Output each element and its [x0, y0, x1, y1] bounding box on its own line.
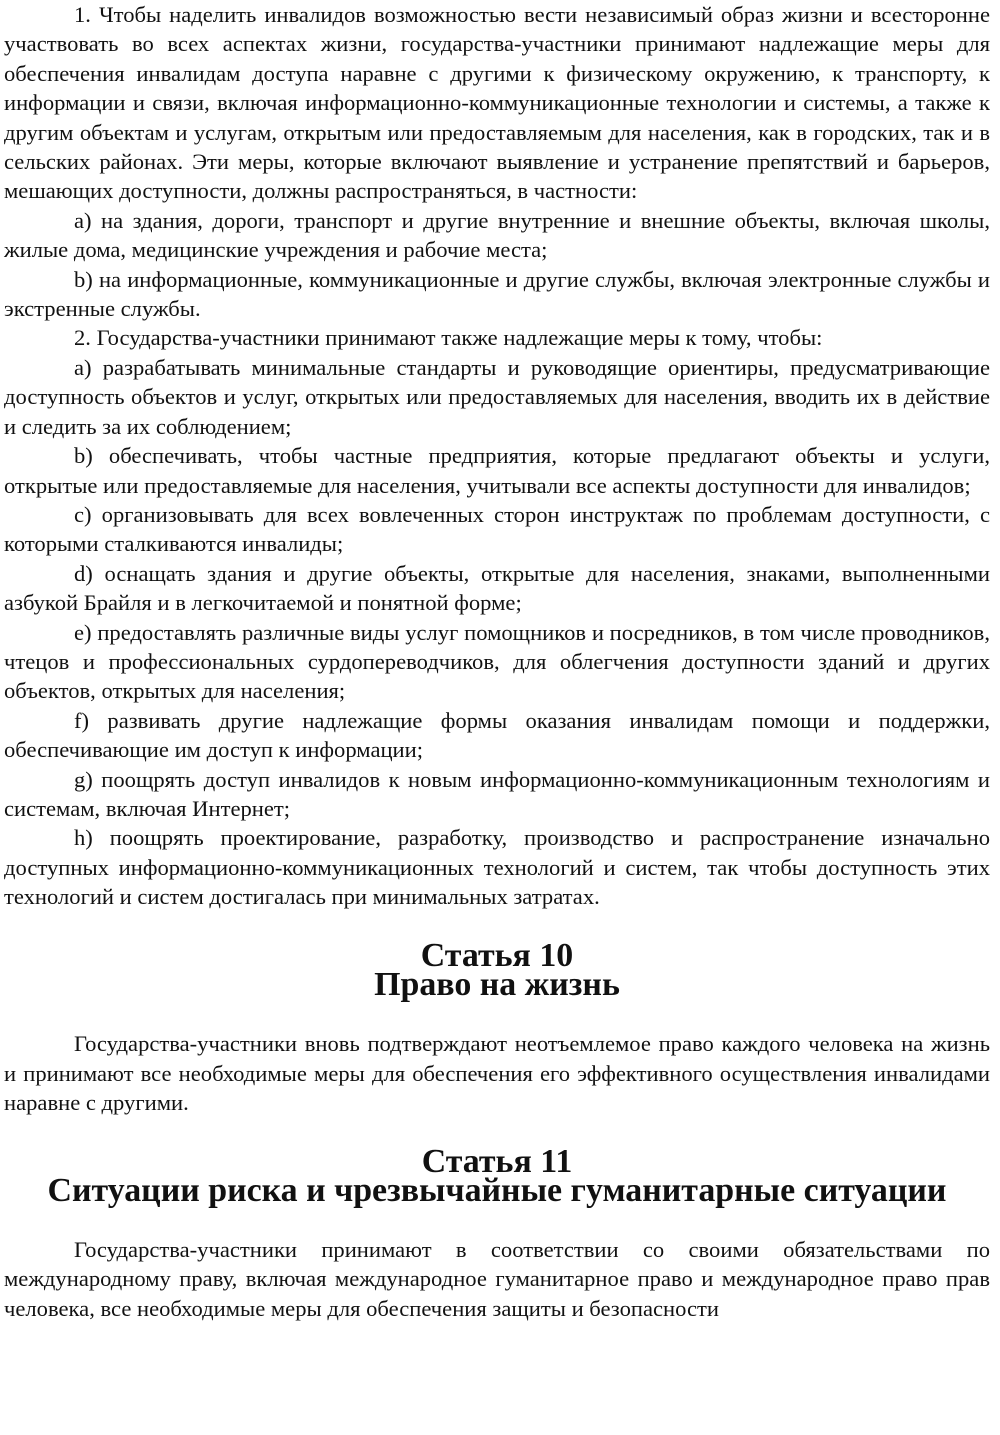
article-10-title: Право на жизнь — [374, 966, 620, 1004]
spacer — [4, 1206, 990, 1235]
paragraph-9-2-d: d) оснащать здания и другие объекты, открытые для населения, знаками, выполненными азбукой Брайля и в легкочитаемой и понятной форме; — [4, 560, 990, 616]
spacer — [4, 1000, 990, 1029]
paragraph-9-2-b: b) обеспечивать, чтобы частные предприятия, которые предлагают объекты и услуги, открытые или предоставляемые для населения, учитывали все аспекты доступности для инвалидов; — [4, 443, 990, 498]
article-10-heading — [4, 936, 990, 1004]
document-page — [4, 0, 990, 1323]
article-11-text: Государства-участники принимают в соответствии со своими обязательствами по международному праву, включая международное гуманитарное право и международное право прав человека, все необходимые меры для обеспечения защиты и безопасности — [4, 1237, 990, 1321]
article-11-number: Статья 11 — [421, 1142, 573, 1180]
paragraph-9-2: 2. Государства-участники принимают также надлежащие меры к тому, чтобы: — [74, 325, 823, 351]
article-11-heading — [4, 1142, 990, 1210]
paragraph-9-2-f: f) развивать другие надлежащие формы оказания инвалидам помощи и поддержки, обеспечивающие им доступ к информации; — [4, 707, 990, 763]
article-10-text: Государства-участники вновь подтверждают неотъемлемое право каждого человека на жизнь и принимают все необходимые меры для обеспечения его эффективного осуществления инвалидами наравне с другими. — [4, 1031, 990, 1115]
paragraph-9-1-a: a) на здания, дороги, транспорт и другие внутренние и внешние объекты, включая школы, жилые дома, медицинские учреждения и рабочие места; — [4, 207, 990, 263]
paragraph-9-2-c: c) организовывать для всех вовлеченных сторон инструктаж по проблемам доступности, с которыми сталкиваются инвалиды; — [4, 501, 990, 557]
paragraph-9-2-g: g) поощрять доступ инвалидов к новым информационно-коммуникационным технологиям и системам, включая Интернет; — [4, 766, 990, 821]
article-10-number: Статья 10 — [420, 936, 574, 974]
paragraph-9-1-b: b) на информационные, коммуникационные и другие службы, включая электронные службы и экстренные службы. — [4, 266, 990, 322]
paragraph-9-2-e: e) предоставлять различные виды услуг помощников и посредников, в том числе проводников, чтецов и профессиональных сурдопереводчиков, для облегчения доступности зданий и других объектов, открытых для населения; — [4, 619, 990, 704]
paragraph-9-2-h: h) поощрять проектирование, разработку, производство и распространение изначально доступных информационно-коммуникационных технологий и систем, так чтобы доступность этих технологий и систем достигалась при минимальных затратах. — [4, 825, 990, 910]
paragraph-9-2-a: a) разрабатывать минимальные стандарты и руководящие ориентиры, предусматривающие доступность объектов и услуг, открытых или предоставляемых для населения, вводить их в действие и следить за их соблюдением; — [4, 354, 990, 439]
article-11-title: Ситуации риска и чрезвычайные гуманитарные ситуации — [47, 1172, 947, 1210]
paragraph-9-1: 1. Чтобы наделить инвалидов возможностью вести независимый образ жизни и всесторонне участвовать во всех аспектах жизни, государства-участники принимают надлежащие меры для обеспечения инвалидам доступа наравне с другими к физическому окружению, к транспорту, к информации и связи, включая информационно-коммуникационные технологии и системы, а также к другим объектам и услугам, открытым или предоставляемым для населения, как в городских, так и в сельских районах. Эти меры, которые включают выявление и устранение препятствий и барьеров, мешающих доступности, должны распространяться, в частности: — [4, 2, 990, 204]
